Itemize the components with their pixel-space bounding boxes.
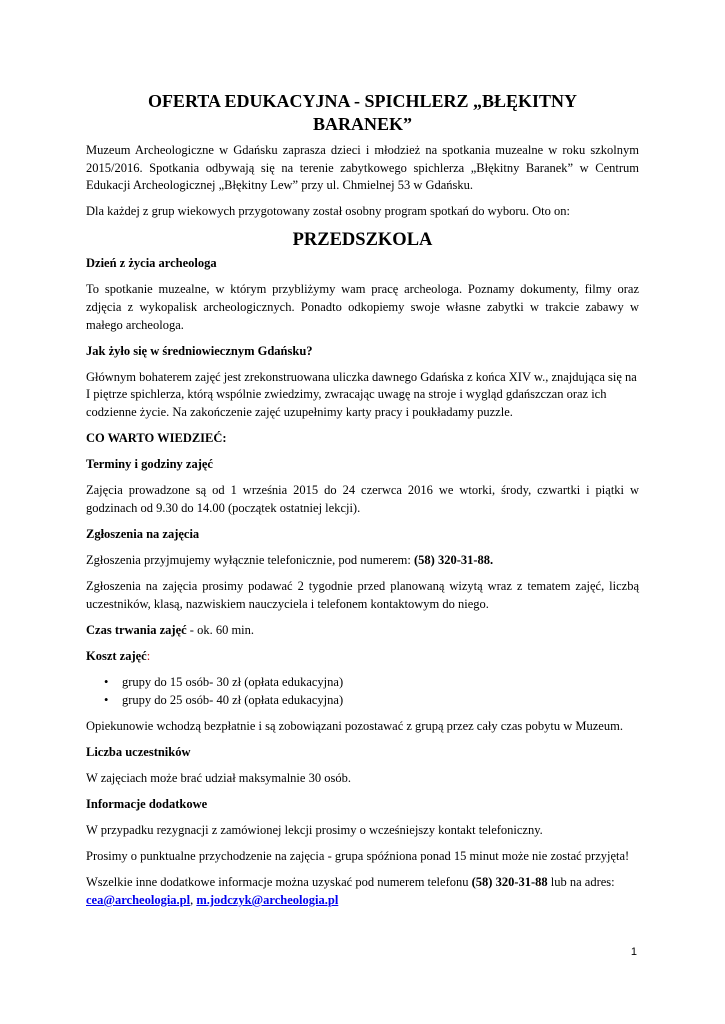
email-link-jodczyk[interactable]: m.jodczyk@archeologia.pl	[196, 892, 339, 907]
section-title: PRZEDSZKOLA	[292, 230, 433, 251]
registration-text-prefix: Zgłoszenia przyjmujemy wyłącznie telefonicznie, pod numerem:	[86, 553, 415, 568]
registration-title: Zgłoszenia na zajęcia	[86, 527, 200, 541]
terms-text: Zajęcia prowadzone są od 1 września 2015 do 24 czerwca 2016 we wtorki, środy, czwartki i piątki w godzinach od 9.30 do 14.00 (początek ostatniej lekcji).	[86, 483, 639, 515]
additional-title: Informacje dodatkowe	[86, 797, 208, 812]
program1-text: To spotkanie muzealne, w którym przybliżymy wam pracę archeologa. Poznamy dokumenty, filmy oraz zdjęcia z wykopalisk archeologicznych. Ponadto odkopiemy swoje własne zabytki w trakcie zabawy w małego archeologa.	[86, 282, 639, 332]
additional-text-3	[86, 874, 639, 909]
cost-colon: :	[146, 648, 151, 663]
duration-line	[86, 622, 639, 640]
worth-knowing-heading: CO WARTO WIEDZIEĆ:	[86, 431, 227, 446]
intro-paragraph: Muzeum Archeologiczne w Gdańsku zaprasza dzieci i młodzież na spotkania muzealne w roku szkolnym 2015/2016. Spotkania odbywają się na terenie zabytkowego spichlerza „Błękitny Baranek” w Centrum Edukacji Archeologicznej „Błękitny Lew” przy ul. Chmielnej 53 w Gdańsku.	[86, 143, 639, 193]
additional-text-2: Prosimy o punktualne przychodzenie na zajęcia - grupa spóźniona ponad 15 minut może nie zostać przyjęta!	[86, 849, 630, 864]
cost-note: Opiekunowie wchodzą bezpłatnie i są zobowiązani pozostawać z grupą przez cały czas pobytu w Muzeum.	[86, 718, 623, 733]
list-item: • grupy do 25 osób- 40 zł (opłata edukacyjna)	[122, 692, 639, 710]
document-title	[86, 90, 639, 136]
cost-heading	[86, 648, 639, 666]
document-content	[86, 90, 639, 918]
cost-label: Koszt zajęć	[86, 648, 147, 663]
program2-text: Głównym bohaterem zajęć jest zrekonstruowana uliczka dawnego Gdańska z końca XIV w., znajdująca się na I piętrze spichlerza, którą wspólnie zwiedzimy, zwracając uwagę na stroje i wygląd gdańszczan oraz ich codzienne życie. Na zakończenie zajęć uzupełnimy karty pracy i poukładamy puzzle.	[86, 369, 637, 420]
email-separator: ,	[190, 892, 197, 907]
registration-text	[86, 552, 639, 570]
additional-text-3-mid: lub na adres:	[547, 875, 615, 890]
additional-text-3-prefix: Wszelkie inne dodatkowe informacje można uzyskać pod numerem telefonu	[86, 875, 472, 890]
intro-paragraph-2: Dla każdej z grup wiekowych przygotowany został osobny program spotkań do wyboru. Oto on:	[86, 204, 570, 219]
duration-label: Czas trwania zajęć	[86, 622, 187, 637]
program1-title: Dzień z życia archeologa	[86, 256, 217, 271]
page-number: 1	[630, 946, 637, 958]
program2-title: Jak żyło się w średniowiecznym Gdańsku?	[86, 343, 313, 358]
additional-text-1: W przypadku rezygnacji z zamówionej lekcji prosimy o wcześniejszy kontakt telefoniczny.	[86, 823, 543, 838]
email-link-cea[interactable]: cea@archeologia.pl	[86, 892, 191, 907]
additional-phone: (58) 320-31-88	[471, 875, 548, 890]
registration-phone: (58) 320-31-88.	[414, 553, 494, 568]
participants-title: Liczba uczestników	[86, 744, 191, 759]
cost-list	[86, 674, 639, 709]
title-line-1: OFERTA EDUKACYJNA - SPICHLERZ „BŁĘKITNY	[147, 91, 578, 111]
registration-text-2: Zgłoszenia na zajęcia prosimy podawać 2 tygodnie przed planowaną wizytą wraz z tematem zajęć, liczbą uczestników, klasą, nazwiskiem nauczyciela i telefonem kontaktowym do niego.	[86, 579, 639, 611]
participants-text: W zajęciach może brać udział maksymalnie 30 osób.	[86, 770, 351, 785]
list-item: • grupy do 15 osób- 30 zł (opłata edukacyjna)	[122, 674, 639, 692]
title-line-2: BARANEK”	[312, 114, 412, 134]
duration-value: - ok. 60 min.	[186, 622, 255, 637]
terms-title: Terminy i godziny zajęć	[86, 457, 213, 472]
